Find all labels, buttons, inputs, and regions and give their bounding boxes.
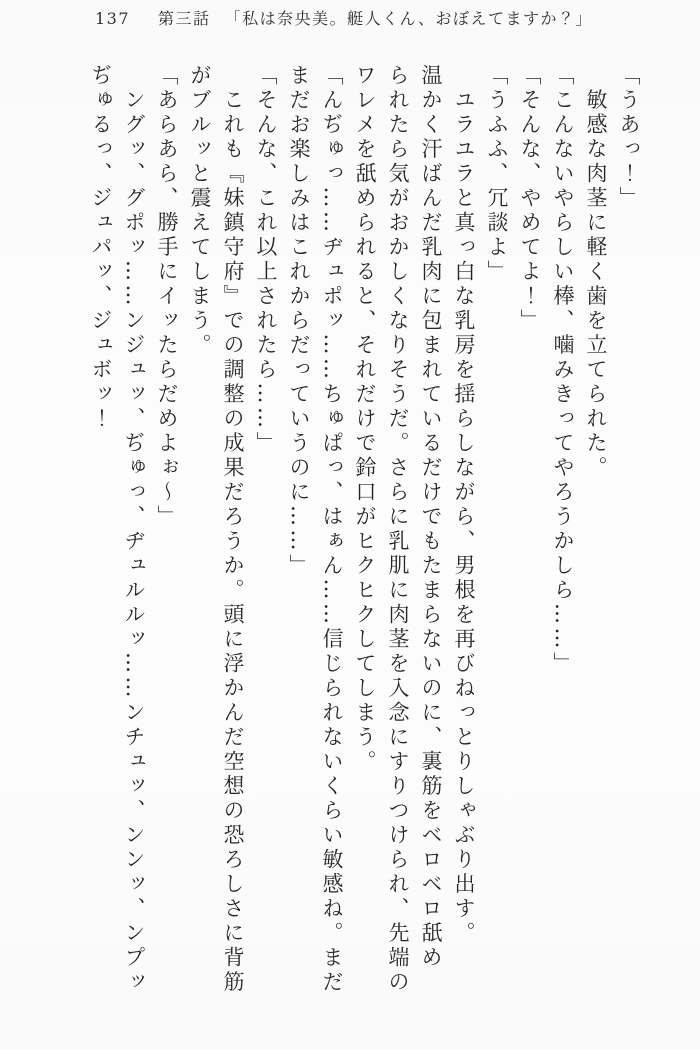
text-line: ユラユラと真っ白な乳房を揺らしながら、男根を再びねっとりしゃぶり出す。 <box>452 64 476 946</box>
text-line: がブルッと震えてしまう。 <box>188 64 212 358</box>
text-line: 温かく汗ばんだ乳肉に包まれているだけでもたまらないのに、裏筋をベロベロ舐め <box>419 64 443 971</box>
text-line: 「うあっ！」 <box>617 64 641 211</box>
text-line: これも『妹鎮守府』での調整の成果だろうか。頭に浮かんだ空想の恐ろしさに背筋 <box>221 64 245 995</box>
text-line: られたら気がおかしくなりそうだ。さらに乳肌に肉茎を入念にすりつけられ、先端の <box>386 64 410 995</box>
text-line: 「あらあら、勝手にイッたらだめよぉ～」 <box>155 64 179 530</box>
text-line: まだお楽しみはこれからだっていうのに……」 <box>287 64 311 579</box>
chapter-title: 「私は奈央美。艇人くん、おぼえてますか？」 <box>224 9 594 28</box>
text-line: 「んぢゅっ……ヂュポッ……ちゅぱっ、はぁん……信じられないくらい敏感ね。まだ <box>320 64 344 995</box>
text-line: 「こんないやらしい棒、噛みきってやろうかしら……」 <box>551 64 575 677</box>
text-line: ワレメを舐められると、それだけで鈴口がヒクヒクしてしまう。 <box>353 64 377 775</box>
chapter-label: 第三話 <box>158 9 211 28</box>
page-number: 137 <box>95 9 131 28</box>
body-text <box>84 64 645 1009</box>
text-line: ングッ、グポッ……ンジュッ、ぢゅっ、ヂュルルッ……ンチュッ、ンンッ、ンプッ <box>122 64 146 995</box>
text-line: 敏感な肉茎に軽く歯を立てられた。 <box>584 64 608 481</box>
text-line: ぢゅるっ、ジュパッ、ジュボッ！ <box>89 64 113 432</box>
text-line: 「うふふ、冗談よ」 <box>485 64 509 285</box>
text-line: 「そんな、これ以上されたら……」 <box>254 64 278 456</box>
running-header <box>95 6 593 29</box>
text-line: 「そんな、やめてよ！」 <box>518 64 542 334</box>
